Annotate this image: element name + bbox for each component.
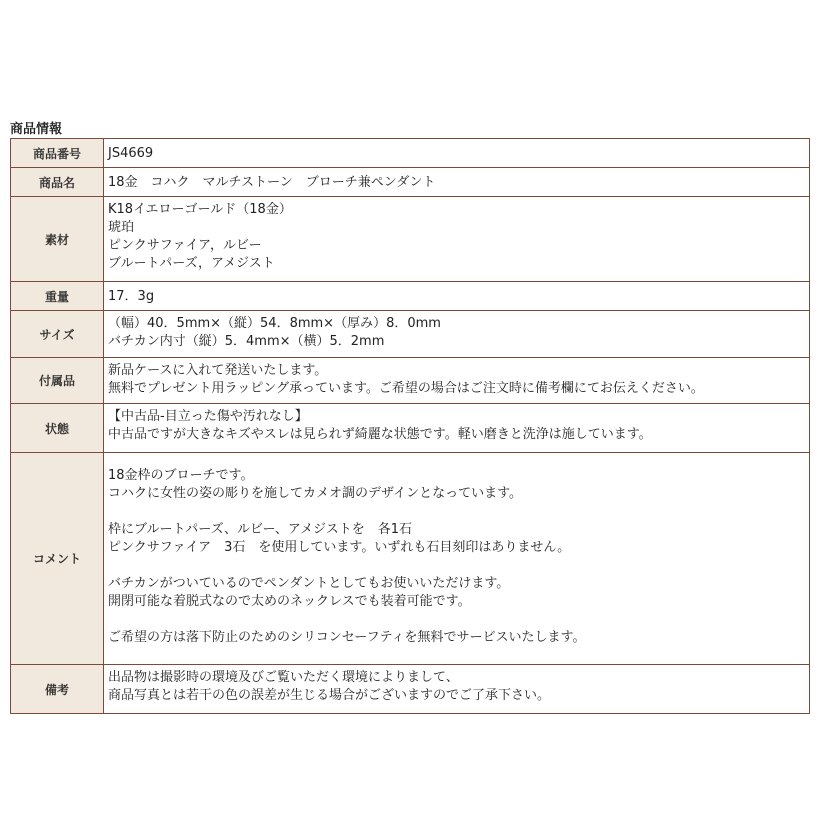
accessories-line: 無料でプレゼント用ラッピング承っています。ご希望の場合はご注文時に備考欄にてお伝えください。 bbox=[108, 381, 704, 396]
table-row-remarks bbox=[11, 665, 810, 714]
comment-line: 開閉可能な着脱式なので太めのネックレスでも装着可能です。 bbox=[108, 594, 471, 609]
comment-label: コメント bbox=[11, 453, 104, 665]
item-number-value bbox=[104, 139, 810, 168]
product-info-table bbox=[10, 138, 810, 714]
weight-text: 17．3g bbox=[108, 289, 155, 304]
comment-line: コハクに女性の姿の彫りを施してカメオ調のデザインとなっています。 bbox=[108, 486, 523, 501]
condition-line: 【中古品-目立った傷や汚れなし】 bbox=[108, 409, 308, 424]
item-name-value bbox=[104, 168, 810, 197]
table-row-item-name bbox=[11, 168, 810, 197]
table-row-condition bbox=[11, 404, 810, 453]
table-row-size bbox=[11, 311, 810, 358]
material-line: 琥珀 bbox=[108, 220, 135, 235]
material-label: 素材 bbox=[11, 197, 104, 282]
remarks-line: 出品物は撮影時の環境及びご覧いただく環境によりまして、 bbox=[108, 670, 459, 685]
size-line: （幅）40．5mm×（縦）54．8mm×（厚み）8．0mm bbox=[108, 316, 441, 331]
item-name-text: 18金 コハク マルチストーン ブローチ兼ペンダント bbox=[108, 175, 436, 190]
table-row-weight bbox=[11, 282, 810, 311]
comment-line: ピンクサファイア 3石 を使用しています。いずれも石目刻印はありません。 bbox=[108, 540, 571, 555]
comment-blank-line bbox=[108, 503, 805, 521]
material-line: K18イエローゴールド（18金） bbox=[108, 202, 292, 217]
material-value bbox=[104, 197, 810, 282]
remarks-value bbox=[104, 665, 810, 714]
table-row-accessories bbox=[11, 358, 810, 404]
accessories-line: 新品ケースに入れて発送いたします。 bbox=[108, 363, 328, 378]
accessories-value bbox=[104, 358, 810, 404]
comment-line: ご希望の方は落下防止のためのシリコンセーフティを無料でサービスいたします。 bbox=[108, 630, 586, 645]
item-name-label: 商品名 bbox=[11, 168, 104, 197]
size-line: バチカン内寸（縦）5．4mm×（横）5．2mm bbox=[108, 334, 385, 349]
item-number-text: JS4669 bbox=[108, 146, 154, 161]
comment-value bbox=[104, 453, 810, 665]
weight-label: 重量 bbox=[11, 282, 104, 311]
size-label: サイズ bbox=[11, 311, 104, 358]
material-line: ブルートパーズ，アメジスト bbox=[108, 256, 275, 271]
table-row-item-number bbox=[11, 139, 810, 168]
remarks-line: 商品写真とは若干の色の誤差が生じる場合がございますのでご了承下さい。 bbox=[108, 688, 551, 703]
comment-blank-line bbox=[108, 557, 805, 575]
condition-value bbox=[104, 404, 810, 453]
remarks-label: 備考 bbox=[11, 665, 104, 714]
accessories-label: 付属品 bbox=[11, 358, 104, 404]
table-row-material bbox=[11, 197, 810, 282]
comment-blank-line bbox=[108, 611, 805, 629]
item-number-label: 商品番号 bbox=[11, 139, 104, 168]
comment-line: バチカンがついているのでペンダントとしてもお使いいただけます。 bbox=[108, 576, 510, 591]
condition-label: 状態 bbox=[11, 404, 104, 453]
table-row-comment bbox=[11, 453, 810, 665]
comment-line: 枠にブルートパーズ、ルビー、アメジストを 各1石 bbox=[108, 522, 413, 537]
size-value bbox=[104, 311, 810, 358]
section-title: 商品情報 bbox=[10, 122, 63, 137]
condition-line: 中古品ですが大きなキズやスレは見られず綺麗な状態です。軽い磨きと洗浄は施しています。 bbox=[108, 427, 652, 442]
comment-line: 18金枠のブローチです。 bbox=[108, 468, 254, 483]
weight-value bbox=[104, 282, 810, 311]
material-line: ピンクサファイア，ルビー bbox=[108, 238, 262, 253]
